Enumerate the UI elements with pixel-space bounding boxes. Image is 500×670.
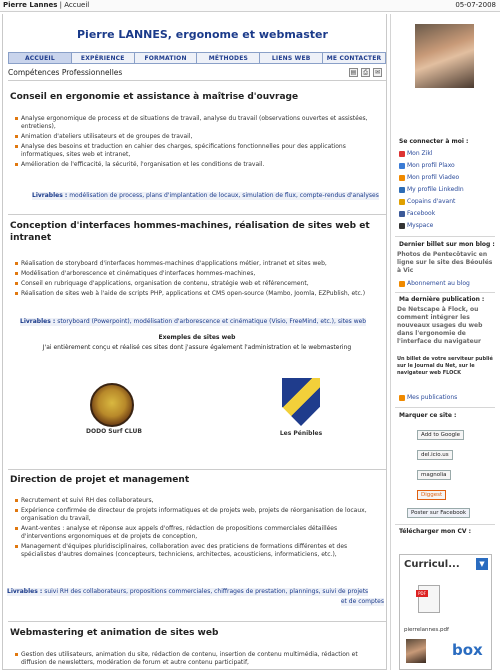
divider (395, 292, 495, 293)
blog-post-link[interactable]: Photos de Pentecôtavic en ligne sur le site des Béoulés à Vic (397, 251, 493, 274)
list-item: Modélisation d'arborescence et cinématiques d'interfaces hommes-machines, (15, 270, 380, 278)
section-projet-livrables: Livrables : suivi RH des collaborateurs, propositions commerciales, chiffrages de prestation, plannings, suivi de projets (7, 588, 369, 595)
diggest-button[interactable]: Diggest (417, 490, 446, 500)
section-projet-livrables-cont: et de comptes (340, 598, 384, 605)
divider (8, 214, 386, 215)
list-item: Réalisation de sites web à l'aide de scripts PHP, applications et CMS open-source (Mambo, Joomla, EZPublish, etc.) (15, 290, 380, 298)
page-heading: Compétences Professionnelles (8, 68, 123, 77)
section-conseil-livrables: Livrables : modélisation de process, plans d'implantation de locaux, simulation de flux, compte-rendus d'analyses (32, 192, 379, 199)
divider (8, 80, 386, 81)
publication-title: Ma dernière publication : (399, 296, 485, 303)
pdf-file-icon[interactable]: PDF (418, 585, 440, 613)
link-facebook[interactable]: Facebook (399, 210, 435, 217)
section-conseil-list (15, 115, 380, 171)
facebook-icon (399, 211, 405, 217)
top-bar (0, 0, 500, 12)
publications-link[interactable]: Mes publications (399, 394, 457, 401)
breadcrumb-home[interactable]: Pierre Lannes (3, 1, 58, 9)
rss-icon (399, 281, 405, 287)
section-projet-title: Direction de projet et management (10, 475, 190, 485)
print-icon[interactable]: ⎙ (361, 68, 370, 77)
dodo-caption[interactable]: DODO Surf CLUB (86, 428, 142, 435)
divider (395, 407, 495, 408)
magnolia-button[interactable]: magnolia (417, 470, 451, 480)
cv-file-name[interactable]: pierrelannes.pdf (404, 627, 449, 633)
zikl-icon (399, 151, 405, 157)
avatar (406, 639, 426, 663)
list-item: Expérience confirmée de directeur de projets informatiques et de projets web, projets de réorganisation de locaux, organisation du travail, (15, 507, 380, 523)
divider (8, 469, 386, 470)
linkedin-icon (399, 187, 405, 193)
examples-title: Exemples de sites web (158, 334, 236, 341)
examples-text: J'ai entièrement conçu et réalisé ces sites dont j'assure également l'administration et le webmastering (42, 344, 352, 351)
penibles-logo[interactable] (282, 378, 320, 426)
list-item: Recrutement et suivi RH des collaborateurs, (15, 497, 380, 505)
publication-note: Un billet de votre serviteur publié sur le Journal du Net, sur le navigateur web FLOCK (397, 356, 493, 376)
add-to-google-button[interactable]: Add to Google (417, 430, 464, 440)
list-item: Amélioration de l'efficacité, la sécurité, l'organisation et les conditions de travail. (15, 161, 380, 169)
facebook-share-button[interactable]: Poster sur Facebook (407, 508, 470, 518)
pdf-icon[interactable]: ▤ (350, 69, 357, 76)
viadeo-icon (399, 175, 405, 181)
profile-photo (415, 24, 474, 88)
link-zikl[interactable]: Mon Zikl (399, 150, 432, 157)
copains-icon (399, 199, 405, 205)
box-logo[interactable]: box (452, 641, 483, 659)
divider (395, 524, 495, 525)
date-label: 05-07-2008 (455, 1, 496, 9)
connect-title: Se connecter à moi : (399, 138, 469, 145)
list-item: Animation d'ateliers utilisateurs et de groupes de travail, (15, 133, 380, 141)
blog-subscribe-link[interactable]: Abonnement au blog (399, 280, 470, 287)
section-web-list (15, 651, 380, 669)
link-plaxo[interactable]: Mon profil Plaxo (399, 162, 455, 169)
cv-title: Télécharger mon CV : (399, 528, 472, 535)
nav-formation[interactable]: FORMATION (135, 53, 198, 63)
main-nav (8, 52, 386, 64)
list-item: Conseil en rubriquage d'applications, organisation de contenu, stratégie web et référencement, (15, 280, 380, 288)
section-ihm-title: Conception d'interfaces hommes-machines, réalisation de sites web et intranet (10, 221, 370, 243)
penibles-caption[interactable]: Les Pénibles (279, 430, 323, 437)
section-web-title: Webmastering et animation de sites web (10, 628, 219, 638)
list-item: Management d'équipes pluridisciplinaires, collaboration avec des praticiens de formations différentes et des spécialistes d'autres domaines (concepteurs, techniciens, architectes, acousticiens, informaticiens, etc.), (15, 543, 380, 559)
link-myspace[interactable]: Myspace (399, 222, 433, 229)
nav-accueil[interactable]: ACCUEIL (9, 53, 72, 63)
publication-link[interactable]: De Netscape à Flock, ou comment intégrer les nouveaux usages du web dans l'ergonomie de l'interface du navigateur (397, 306, 483, 345)
list-item: Analyse des besoins et traduction en cahier des charges, spécifications fonctionnelles pour des applications informatiques, sites web et intranet, (15, 143, 380, 159)
list-item: Gestion des utilisateurs, animation du site, rédaction de contenu, insertion de contenu multimédia, rédaction et diffusion de newsletters, modération de forum et autre contenu participatif, (15, 651, 380, 667)
link-linkedin[interactable]: My profile LinkedIn (399, 186, 464, 193)
section-ihm-livrables: Livrables : storyboard (Powerpoint), modélisation d'arborescence et cinématique (Visio, FreeMind, etc.), sites web (20, 318, 367, 325)
breadcrumb: Pierre Lannes | Accueil (3, 1, 90, 9)
dodo-logo[interactable] (90, 383, 134, 427)
section-ihm-list (15, 260, 380, 300)
link-copains[interactable]: Copains d'avant (399, 198, 455, 205)
email-icon[interactable]: ✉ (374, 69, 381, 76)
nav-liens-web[interactable]: LIENS WEB (260, 53, 323, 63)
delicious-button[interactable]: del.icio.us (417, 450, 453, 460)
divider (8, 621, 386, 622)
nav-methodes[interactable]: MÉTHODES (197, 53, 260, 63)
nav-experience[interactable]: EXPÉRIENCE (72, 53, 135, 63)
nav-contact[interactable]: ME CONTACTER (326, 55, 382, 62)
plaxo-icon (399, 163, 405, 169)
site-title: Pierre LANNES, ergonome et webmaster (77, 28, 328, 41)
divider (395, 236, 495, 237)
section-projet-list (15, 497, 380, 561)
page-tools (349, 68, 382, 77)
section-conseil-title: Conseil en ergonomie et assistance à maîtrise d'ouvrage (10, 92, 299, 102)
rss-icon (399, 395, 405, 401)
main-content (2, 14, 387, 670)
list-item: Réalisation de storyboard d'interfaces hommes-machines d'applications métier, intranet et sites web, (15, 260, 380, 268)
link-viadeo[interactable]: Mon profil Viadeo (399, 174, 459, 181)
breadcrumb-current[interactable]: Accueil (64, 1, 90, 9)
chevron-down-icon[interactable]: ▼ (476, 558, 488, 570)
list-item: Analyse ergonomique de process et de situations de travail, analyse du travail (observations ouvertes et assistées, entretiens), (15, 115, 380, 131)
myspace-icon (399, 223, 405, 229)
sidebar (390, 14, 498, 670)
blog-title: Dernier billet sur mon blog : (399, 241, 495, 248)
bookmark-title: Marquer ce site : (399, 412, 457, 419)
cv-widget (399, 554, 492, 670)
list-item: Avant-ventes : analyse et réponse aux appels d'offres, rédaction de propositions commerciales détaillées d'interventions ergonomiques et de projets de conception, (15, 525, 380, 541)
cv-widget-title: Curricul... (404, 559, 460, 570)
